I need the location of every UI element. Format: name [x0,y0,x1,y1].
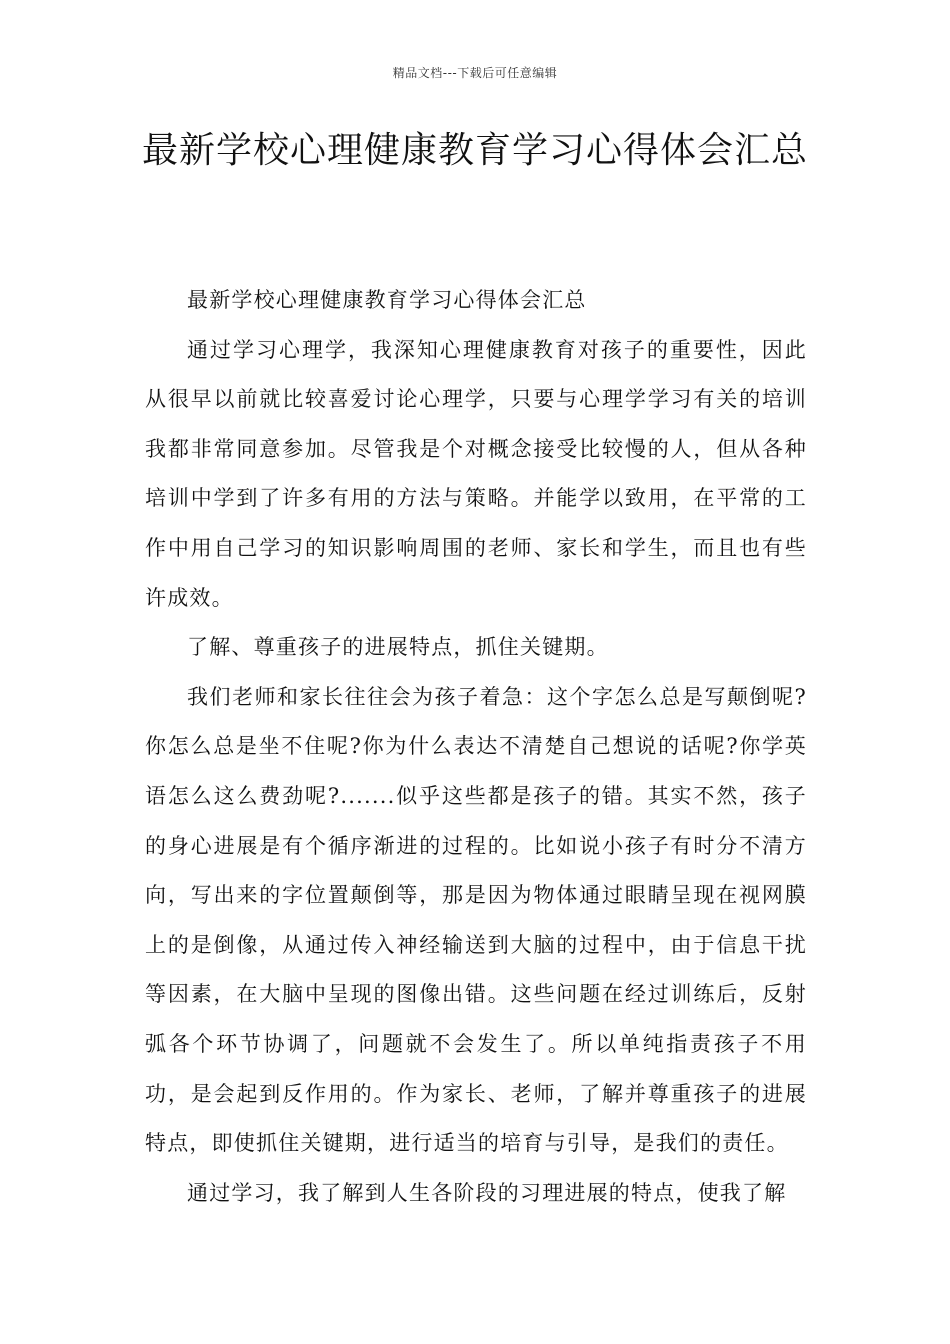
paragraph-subtitle: 最新学校心理健康教育学习心得体会汇总 [187,288,587,312]
paragraph: 通过学习，我了解到人生各阶段的习理进展的特点，使我了解 [187,1180,787,1205]
paragraph-heading: 了解、尊重孩子的进展特点，抓住关键期。 [187,635,609,660]
paragraph: 我们老师和家长往往会为孩子着急：这个字怎么总是写颠倒呢?你怎么总是坐不住呢?你为什么表达不清楚自己想说的话呢?你学英语怎么这么费劲呢?.......似乎这些都是孩子的错。其实不然，孩子的身心进展是有个循序渐进的过程的。比如说小孩子有时分不清方向，写出来的字位置颠倒等，那是因为物体通过眼睛呈现在视网膜上的是倒像，从通过传入神经输送到大脑的过程中，由于信息干扰等因素，在大脑中呈现的图像出错。这些问题在经过训练后，反射弧各个环节协调了，问题就不会发生了。所以单纯指责孩子不用功，是会起到反作用的。作为家长、老师，了解并尊重孩子的进展特点，即使抓住关键期，进行适当的培育与引导，是我们的责任。 [145,684,807,1156]
document-title: 最新学校心理健康教育学习心得体会汇总 [141,130,808,171]
header-note: 精品文档---下载后可任意编辑 [392,66,558,80]
document-body [145,276,807,1218]
paragraph: 通过学习心理学，我深知心理健康教育对孩子的重要性，因此从很早以前就比较喜爱讨论心理学，只要与心理学学习有关的培训我都非常同意参加。尽管我是个对概念接受比较慢的人，但从各种培训中学到了许多有用的方法与策略。并能学以致用，在平常的工作中用自己学习的知识影响周围的老师、家长和学生，而且也有些许成效。 [145,337,807,610]
